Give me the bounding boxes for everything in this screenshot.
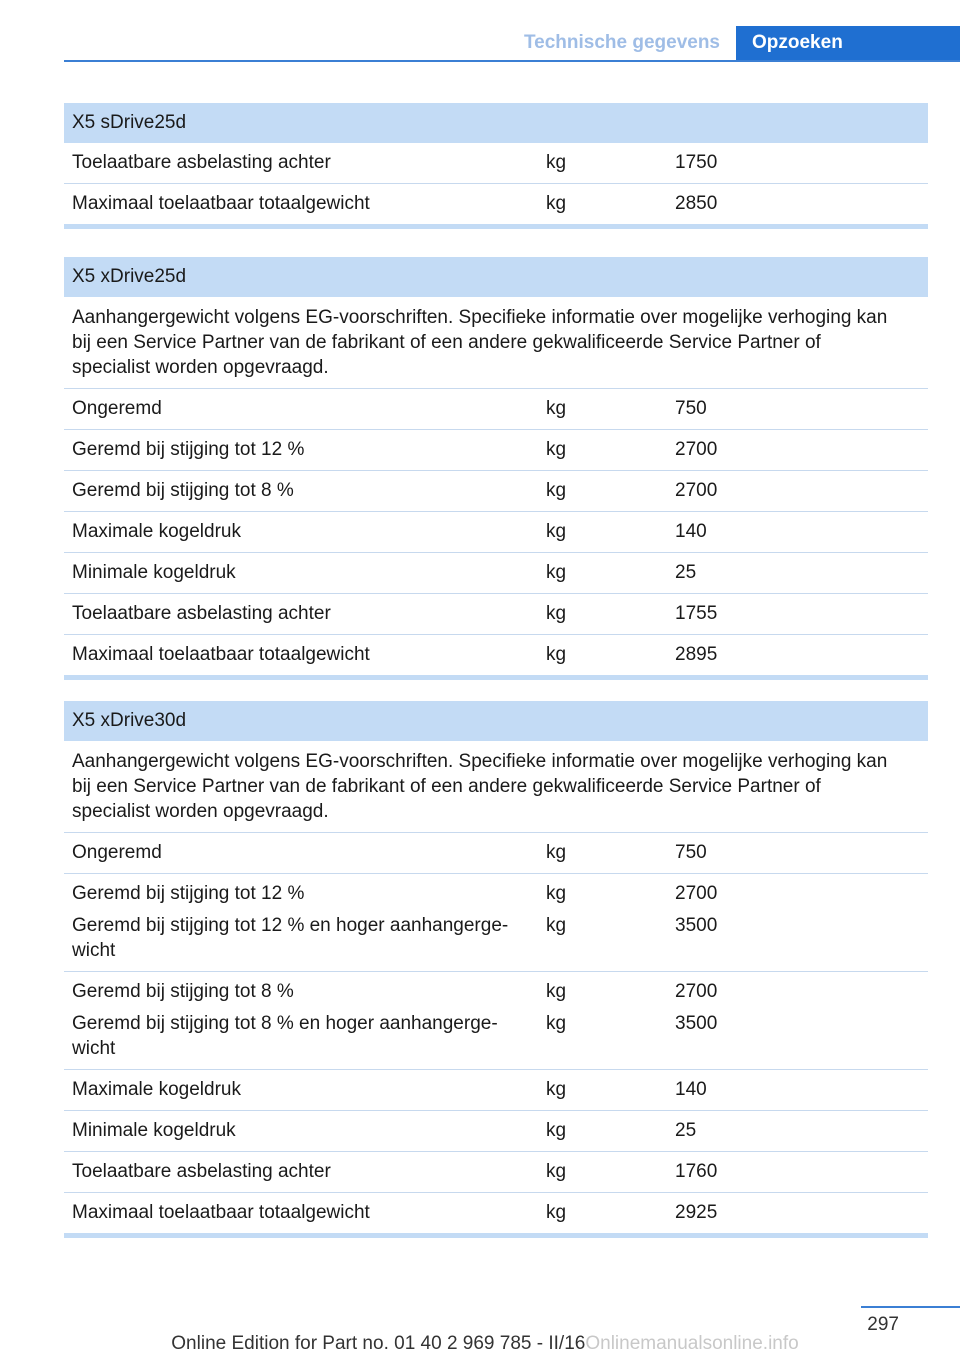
table-subrow	[64, 913, 928, 963]
table-end-bar	[64, 1233, 928, 1238]
table-title: X5 sDrive25d	[64, 103, 928, 143]
row-unit: kg	[546, 1161, 567, 1182]
row-unit: kg	[546, 439, 567, 460]
row-unit: kg	[546, 1120, 567, 1141]
row-unit: kg	[546, 981, 567, 1002]
row-label: Geremd bij stijging tot 12 %	[72, 883, 305, 904]
row-value: 2700	[675, 439, 718, 460]
row-label: Geremd bij stijging tot 12 % en hoger aanhangergewicht	[72, 915, 509, 961]
table-subrow	[64, 881, 928, 906]
page-number-rule	[861, 1306, 960, 1308]
row-unit: kg	[546, 480, 567, 501]
edition-footer	[0, 1333, 960, 1355]
tab-opzoeken[interactable]: Opzoeken	[736, 26, 960, 62]
row-value: 25	[675, 562, 697, 583]
table-row	[64, 389, 928, 430]
table-row-group	[64, 874, 928, 972]
row-label: Maximaal toelaatbaar totaalgewicht	[72, 644, 370, 665]
table-note: Aanhangergewicht volgens EG-voorschriften. Specifieke informatie over mogelijke verhoging kan bij een Service Partner van de fabrikant of een andere gekwalificeerde Service Partner of specialist worden opgevraagd.	[64, 297, 928, 389]
row-value: 140	[675, 521, 707, 542]
table-note: Aanhangergewicht volgens EG-voorschriften. Specifieke informatie over mogelijke verhoging kan bij een Service Partner van de fabrikant of een andere gekwalificeerde Service Partner of specialist worden opgevraagd.	[64, 741, 928, 833]
row-value: 2925	[675, 1202, 718, 1223]
row-value: 750	[675, 842, 707, 863]
row-label: Maximaal toelaatbaar totaalgewicht	[72, 1202, 370, 1223]
row-value: 2700	[675, 981, 718, 1002]
row-label: Maximale kogeldruk	[72, 521, 241, 542]
spec-table-xdrive25d	[64, 257, 928, 680]
row-value: 2700	[675, 883, 718, 904]
row-unit: kg	[546, 644, 567, 665]
row-value: 2700	[675, 480, 718, 501]
row-label: Geremd bij stijging tot 8 % en hoger aanhangergewicht	[72, 1013, 498, 1059]
row-label: Toelaatbare asbelasting achter	[72, 152, 331, 173]
row-unit: kg	[546, 193, 567, 214]
table-row	[64, 184, 928, 224]
table-row	[64, 1070, 928, 1111]
row-unit: kg	[546, 603, 567, 624]
table-row	[64, 833, 928, 874]
table-row	[64, 143, 928, 184]
row-unit: kg	[546, 842, 567, 863]
header-divider	[64, 60, 960, 62]
row-label: Maximaal toelaatbaar totaalgewicht	[72, 193, 370, 214]
table-row	[64, 471, 928, 512]
table-row	[64, 1152, 928, 1193]
section-title: Technische gegevens	[523, 32, 720, 53]
row-label: Minimale kogeldruk	[72, 562, 236, 583]
watermark: Onlinemanualsonline.info	[585, 1333, 799, 1354]
table-row	[64, 512, 928, 553]
table-subrow	[64, 979, 928, 1004]
row-label: Geremd bij stijging tot 8 %	[72, 480, 294, 501]
row-unit: kg	[546, 915, 567, 936]
row-value: 1760	[675, 1161, 718, 1182]
row-label: Minimale kogeldruk	[72, 1120, 236, 1141]
edition-text: Online Edition for Part no. 01 40 2 969 785 - II/16	[171, 1333, 586, 1354]
table-row	[64, 1111, 928, 1152]
table-row	[64, 1193, 928, 1233]
row-label: Toelaatbare asbelasting achter	[72, 1161, 331, 1182]
table-title: X5 xDrive25d	[64, 257, 928, 297]
row-unit: kg	[546, 398, 567, 419]
row-value: 1755	[675, 603, 718, 624]
table-row-group	[64, 972, 928, 1070]
row-label: Geremd bij stijging tot 8 %	[72, 981, 294, 1002]
row-unit: kg	[546, 1079, 567, 1100]
row-value: 3500	[675, 1013, 718, 1034]
table-title: X5 xDrive30d	[64, 701, 928, 741]
row-value: 750	[675, 398, 707, 419]
row-value: 2850	[675, 193, 718, 214]
row-value: 1750	[675, 152, 718, 173]
row-unit: kg	[546, 883, 567, 904]
row-unit: kg	[546, 562, 567, 583]
table-row	[64, 594, 928, 635]
row-label: Ongeremd	[72, 842, 162, 863]
table-end-bar	[64, 675, 928, 680]
table-subrow	[64, 1011, 928, 1061]
row-value: 25	[675, 1120, 697, 1141]
row-value: 2895	[675, 644, 718, 665]
row-value: 140	[675, 1079, 707, 1100]
row-value: 3500	[675, 915, 718, 936]
row-label: Geremd bij stijging tot 12 %	[72, 439, 305, 460]
row-label: Toelaatbare asbelasting achter	[72, 603, 331, 624]
row-unit: kg	[546, 1013, 567, 1034]
spec-table-sdrive25d	[64, 103, 928, 229]
row-unit: kg	[546, 521, 567, 542]
page-number: 297	[867, 1314, 899, 1335]
table-row	[64, 430, 928, 471]
table-row	[64, 553, 928, 594]
row-unit: kg	[546, 1202, 567, 1223]
table-row	[64, 635, 928, 675]
spec-table-xdrive30d	[64, 701, 928, 1238]
row-label: Ongeremd	[72, 398, 162, 419]
row-unit: kg	[546, 152, 567, 173]
table-end-bar	[64, 224, 928, 229]
row-label: Maximale kogeldruk	[72, 1079, 241, 1100]
